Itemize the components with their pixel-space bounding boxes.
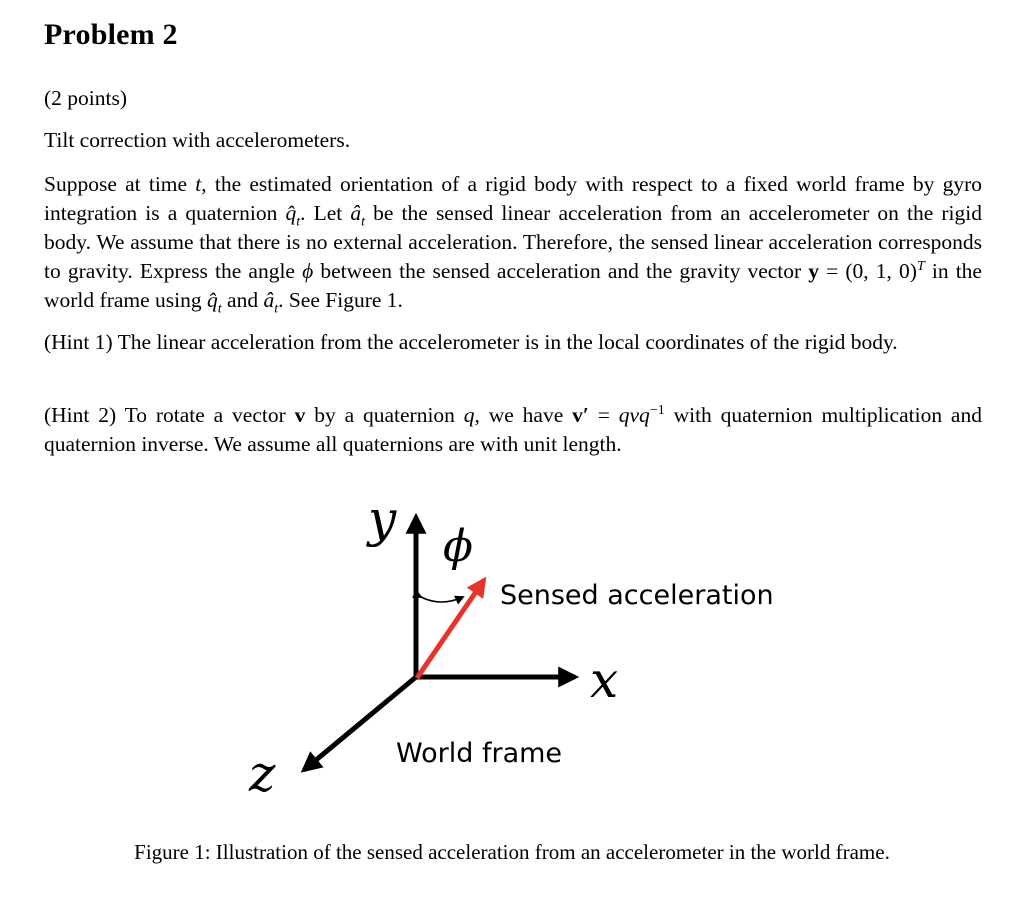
phi-label: ϕ xyxy=(443,521,473,572)
sensed-acceleration-label: Sensed acceleration xyxy=(500,580,774,611)
problem-statement: Suppose at time t, the estimated orientation of a rigid body with respect to a fixed world frame by gyro integration is a quaternion $q̂_t$. Let $â_t$ be the sensed linear acceleration from an accelerometer on the rigid body. We assume that there is no external acceleration. Therefore, the sensed linear acceleration corresponds to gravity. Express the angle ϕ between the sensed acceleration and the gravity vector y = (0, 1, 0)$^T$ in the world frame using $q̂_t$ and $â_t$. See Figure 1. xyxy=(44,172,983,317)
world-frame-label: World frame xyxy=(396,738,563,769)
problem-points: (2 points) xyxy=(44,86,128,110)
hint-2: (Hint 2) To rotate a vector v by a quaternion q, we have v′ = qvq$^{-1}$ with quaternion multiplication and quaternion inverse. We assume all quaternions are with unit length. xyxy=(44,402,982,456)
problem-title: Problem 2 xyxy=(44,18,178,51)
y-axis-label: y xyxy=(368,490,397,548)
hint-1: (Hint 1) The linear acceleration from the accelerometer is in the local coordinates of the rigid body. xyxy=(44,330,898,354)
angle-arc xyxy=(421,597,463,602)
x-axis-label: x xyxy=(590,651,619,709)
problem-subtitle: Tilt correction with accelerometers. xyxy=(44,128,351,152)
sensed-acceleration-arrow xyxy=(417,580,484,678)
figure-caption: Figure 1: Illustration of the sensed acceleration from an accelerometer in the world frame. xyxy=(134,840,890,864)
z-axis-label: z xyxy=(249,745,276,803)
